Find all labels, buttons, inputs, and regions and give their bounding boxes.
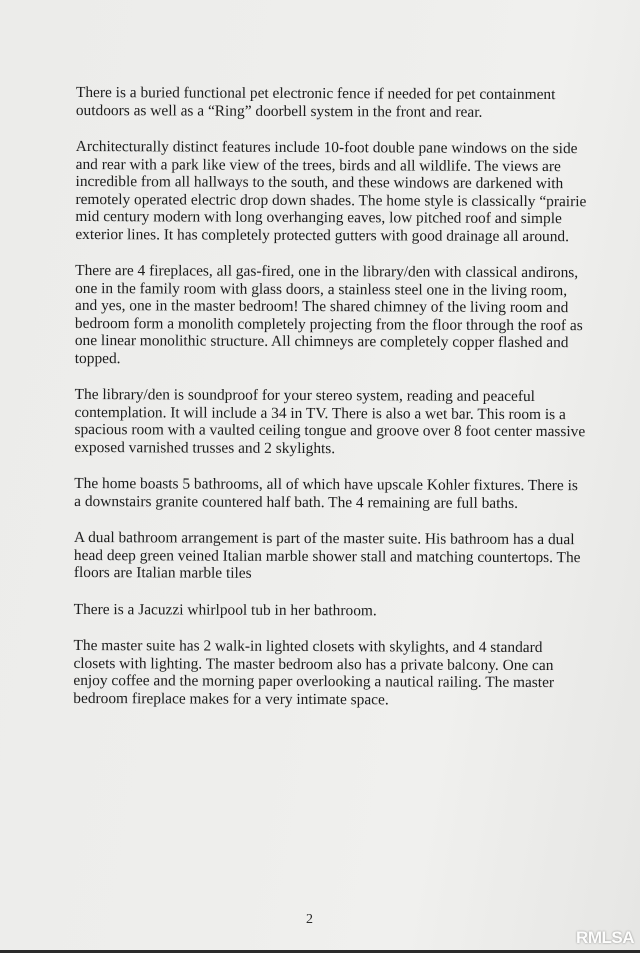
document-body (73, 84, 590, 728)
paragraph-jacuzzi: There is a Jacuzzi whirlpool tub in her bathroom. (73, 600, 377, 619)
watermark-logo: RMLSA (576, 928, 634, 947)
paragraph-master-bath: A dual bathroom arrangement is part of the master suite. His bathroom has a dual head deep green veined Italian marble shower stall and matching countertops. The floors are Italian marble tiles (73, 528, 581, 582)
paragraph-library-den: The library/den is soundproof for your stereo system, reading and peaceful contemplation. It will include a 34 in TV. There is also a wet bar. This room is a spacious room with a vaulted ceiling tongue and groove over 8 foot center massive exposed varnished trusses and 2 skylights. (74, 385, 586, 457)
paragraph-architecture: Architecturally distinct features include 10-foot double pane windows on the side and rear with a park like view of the trees, birds and all wildlife. The views are incredible from all hallways to the south, and these windows are darkened with remotely operated electric drop down shades. The home style is classically “prairie mid century modern with long overhanging eaves, low pitched roof and simple exterior lines. It has completely protected gutters with good drainage all around. (75, 137, 587, 245)
page-number: 2 (306, 912, 313, 927)
paragraph-bathrooms: The home boasts 5 bathrooms, all of which have upscale Kohler fixtures. There is a downstairs granite countered half bath. The 4 remaining are full baths. (74, 474, 578, 512)
paragraph-master-suite: The master suite has 2 walk-in lighted closets with skylights, and 4 standard closets with lighting. The master bedroom also has a private balcony. One can enjoy coffee and the morning paper overlooking a nautical railing. The master bedroom fireplace makes for a very intimate space. (73, 636, 555, 708)
paragraph-fireplaces: There are 4 fireplaces, all gas-fired, one in the library/den with classical andirons, one in the family room with glass doors, a stainless steel one in the living room, and yes, one in the master bedroom! The shared chimney of the living room and bedroom form a monolith completely projecting from the floor through the roof as one linear monolithic structure. All chimneys are completely copper flashed and topped. (74, 261, 583, 367)
paragraph-pet-fence: There is a buried functional pet electronic fence if needed for pet containment outdoors as well as a “Ring” doorbell system in the front and rear. (75, 84, 556, 121)
